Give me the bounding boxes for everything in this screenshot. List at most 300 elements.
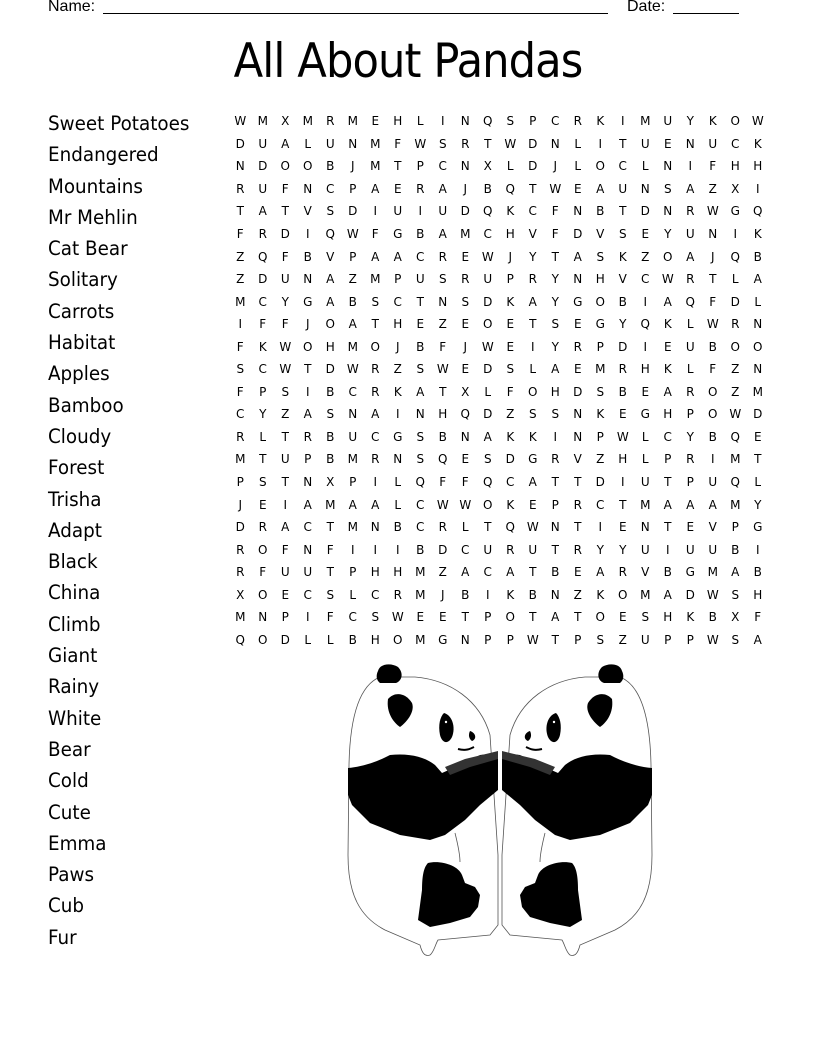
grid-letter[interactable]: J: [350, 159, 355, 174]
grid-letter[interactable]: Z: [641, 249, 650, 264]
grid-letter[interactable]: B: [708, 339, 717, 354]
grid-letter[interactable]: Y: [551, 272, 559, 287]
grid-letter[interactable]: O: [393, 632, 403, 647]
grid-letter[interactable]: G: [393, 429, 403, 444]
grid-letter[interactable]: Y: [754, 497, 762, 512]
grid-letter[interactable]: S: [596, 384, 605, 399]
grid-letter[interactable]: B: [326, 159, 335, 174]
grid-letter[interactable]: H: [753, 587, 763, 602]
grid-letter[interactable]: R: [686, 452, 695, 467]
grid-letter[interactable]: U: [663, 114, 673, 129]
grid-letter[interactable]: F: [506, 384, 514, 399]
grid-letter[interactable]: U: [618, 181, 628, 196]
grid-letter[interactable]: I: [598, 520, 603, 535]
grid-letter[interactable]: H: [595, 272, 605, 287]
grid-letter[interactable]: R: [461, 272, 470, 287]
grid-letter[interactable]: R: [528, 272, 537, 287]
grid-letter[interactable]: C: [303, 587, 312, 602]
grid-letter[interactable]: O: [258, 632, 268, 647]
grid-letter[interactable]: U: [280, 565, 290, 580]
grid-letter[interactable]: R: [303, 429, 312, 444]
grid-letter[interactable]: U: [640, 475, 650, 490]
grid-letter[interactable]: I: [373, 475, 378, 490]
grid-letter[interactable]: R: [506, 542, 515, 557]
grid-letter[interactable]: G: [640, 407, 650, 422]
grid-letter[interactable]: T: [281, 475, 289, 490]
grid-letter[interactable]: I: [530, 339, 535, 354]
grid-letter[interactable]: N: [573, 407, 583, 422]
grid-letter[interactable]: R: [618, 565, 627, 580]
grid-letter[interactable]: A: [663, 497, 672, 512]
grid-letter[interactable]: N: [415, 407, 425, 422]
grid-letter[interactable]: I: [238, 317, 243, 332]
grid-letter[interactable]: O: [618, 587, 628, 602]
grid-letter[interactable]: T: [236, 204, 244, 219]
grid-letter[interactable]: R: [573, 114, 582, 129]
grid-letter[interactable]: C: [348, 610, 357, 625]
grid-letter[interactable]: S: [618, 227, 627, 241]
grid-letter[interactable]: S: [506, 362, 515, 377]
grid-letter[interactable]: O: [730, 339, 740, 354]
grid-letter[interactable]: L: [641, 452, 649, 467]
grid-letter[interactable]: T: [709, 272, 717, 287]
grid-letter[interactable]: W: [504, 136, 517, 151]
grid-letter[interactable]: P: [349, 181, 357, 196]
grid-letter[interactable]: W: [459, 497, 472, 512]
grid-letter[interactable]: N: [460, 632, 470, 647]
grid-letter[interactable]: M: [235, 610, 246, 625]
grid-letter[interactable]: E: [573, 317, 582, 332]
grid-letter[interactable]: U: [640, 136, 650, 151]
grid-letter[interactable]: T: [326, 520, 334, 535]
grid-letter[interactable]: D: [258, 159, 268, 174]
grid-letter[interactable]: M: [730, 497, 741, 512]
grid-letter[interactable]: L: [259, 429, 267, 444]
grid-letter[interactable]: E: [573, 362, 582, 377]
grid-letter[interactable]: M: [302, 114, 313, 129]
grid-letter[interactable]: F: [439, 339, 447, 354]
grid-letter[interactable]: B: [551, 565, 560, 580]
grid-letter[interactable]: X: [461, 384, 470, 399]
grid-letter[interactable]: N: [348, 407, 358, 422]
grid-letter[interactable]: R: [731, 317, 740, 332]
grid-letter[interactable]: A: [281, 520, 290, 535]
grid-letter[interactable]: L: [394, 475, 402, 490]
grid-letter[interactable]: S: [416, 429, 425, 444]
grid-letter[interactable]: X: [731, 610, 740, 625]
grid-letter[interactable]: D: [235, 520, 245, 535]
grid-letter[interactable]: R: [573, 339, 582, 354]
grid-letter[interactable]: R: [551, 452, 560, 467]
grid-letter[interactable]: F: [236, 384, 244, 399]
grid-letter[interactable]: R: [258, 520, 267, 535]
grid-letter[interactable]: O: [280, 159, 290, 174]
grid-letter[interactable]: X: [483, 159, 492, 174]
grid-letter[interactable]: W: [391, 610, 404, 625]
grid-letter[interactable]: R: [438, 249, 447, 264]
grid-letter[interactable]: L: [686, 362, 694, 377]
grid-letter[interactable]: K: [596, 587, 605, 602]
grid-letter[interactable]: F: [439, 475, 447, 490]
grid-letter[interactable]: P: [596, 339, 604, 354]
grid-letter[interactable]: E: [753, 429, 762, 444]
grid-letter[interactable]: A: [731, 565, 740, 580]
grid-letter[interactable]: K: [528, 429, 537, 444]
grid-letter[interactable]: Q: [415, 475, 425, 490]
grid-letter[interactable]: D: [438, 542, 448, 557]
grid-letter[interactable]: H: [550, 384, 560, 399]
grid-letter[interactable]: X: [236, 587, 245, 602]
grid-letter[interactable]: Q: [460, 407, 470, 422]
grid-letter[interactable]: P: [236, 475, 244, 490]
grid-letter[interactable]: N: [235, 159, 245, 174]
grid-letter[interactable]: T: [664, 520, 672, 535]
grid-letter[interactable]: T: [529, 317, 537, 332]
grid-letter[interactable]: M: [415, 587, 426, 602]
grid-letter[interactable]: S: [596, 249, 605, 264]
grid-letter[interactable]: Y: [686, 429, 694, 444]
grid-letter[interactable]: K: [506, 497, 515, 512]
grid-letter[interactable]: N: [550, 520, 560, 535]
grid-letter[interactable]: A: [686, 497, 695, 512]
grid-letter[interactable]: N: [685, 136, 695, 151]
grid-letter[interactable]: N: [460, 429, 470, 444]
grid-letter[interactable]: C: [731, 136, 740, 151]
grid-letter[interactable]: F: [709, 294, 717, 309]
grid-letter[interactable]: A: [663, 294, 672, 309]
grid-letter[interactable]: K: [663, 317, 672, 332]
grid-letter[interactable]: H: [325, 339, 335, 354]
grid-letter[interactable]: Q: [505, 520, 515, 535]
grid-letter[interactable]: B: [731, 542, 740, 557]
grid-letter[interactable]: Y: [619, 317, 627, 332]
grid-letter[interactable]: N: [393, 452, 403, 467]
grid-letter[interactable]: R: [371, 362, 380, 377]
grid-letter[interactable]: I: [755, 181, 760, 196]
grid-letter[interactable]: T: [484, 520, 492, 535]
grid-letter[interactable]: H: [505, 227, 515, 241]
grid-letter[interactable]: D: [618, 339, 628, 354]
grid-letter[interactable]: D: [460, 204, 470, 219]
grid-letter[interactable]: P: [281, 610, 289, 625]
grid-letter[interactable]: L: [349, 587, 357, 602]
grid-letter[interactable]: F: [326, 610, 334, 625]
grid-letter[interactable]: I: [305, 384, 310, 399]
grid-letter[interactable]: S: [326, 407, 335, 422]
grid-letter[interactable]: Q: [438, 452, 448, 467]
grid-letter[interactable]: B: [596, 204, 605, 219]
grid-letter[interactable]: S: [326, 204, 335, 219]
grid-letter[interactable]: P: [551, 497, 559, 512]
grid-letter[interactable]: K: [596, 114, 605, 129]
grid-letter[interactable]: A: [663, 384, 672, 399]
grid-letter[interactable]: S: [596, 632, 605, 647]
grid-letter[interactable]: I: [710, 452, 715, 467]
grid-letter[interactable]: C: [461, 542, 470, 557]
grid-letter[interactable]: R: [371, 452, 380, 467]
grid-letter[interactable]: U: [303, 565, 313, 580]
grid-letter[interactable]: Q: [505, 181, 515, 196]
grid-letter[interactable]: E: [461, 362, 470, 377]
grid-letter[interactable]: A: [258, 204, 267, 219]
grid-letter[interactable]: O: [325, 317, 335, 332]
grid-letter[interactable]: E: [528, 497, 537, 512]
grid-letter[interactable]: S: [281, 384, 290, 399]
grid-letter[interactable]: U: [258, 136, 268, 151]
grid-letter[interactable]: H: [663, 407, 673, 422]
grid-letter[interactable]: Q: [730, 429, 740, 444]
grid-letter[interactable]: A: [348, 317, 357, 332]
grid-letter[interactable]: I: [305, 227, 310, 241]
grid-letter[interactable]: P: [416, 159, 424, 174]
grid-letter[interactable]: R: [686, 272, 695, 287]
grid-letter[interactable]: S: [371, 294, 380, 309]
grid-letter[interactable]: P: [731, 520, 739, 535]
grid-letter[interactable]: S: [551, 317, 560, 332]
grid-letter[interactable]: D: [685, 587, 695, 602]
grid-letter[interactable]: N: [303, 542, 313, 557]
grid-letter[interactable]: Q: [325, 227, 335, 241]
grid-letter[interactable]: I: [373, 204, 378, 219]
grid-letter[interactable]: J: [238, 497, 243, 512]
grid-letter[interactable]: C: [483, 227, 492, 241]
grid-letter[interactable]: Q: [730, 475, 740, 490]
grid-letter[interactable]: J: [440, 587, 445, 602]
grid-letter[interactable]: G: [573, 294, 583, 309]
grid-letter[interactable]: Z: [236, 272, 245, 287]
grid-letter[interactable]: P: [349, 565, 357, 580]
grid-letter[interactable]: R: [326, 114, 335, 129]
grid-letter[interactable]: V: [303, 204, 312, 219]
grid-letter[interactable]: B: [618, 384, 627, 399]
grid-letter[interactable]: S: [326, 587, 335, 602]
grid-letter[interactable]: N: [438, 294, 448, 309]
grid-letter[interactable]: E: [393, 181, 402, 196]
grid-letter[interactable]: P: [574, 632, 582, 647]
grid-letter[interactable]: T: [461, 610, 469, 625]
grid-letter[interactable]: O: [595, 294, 605, 309]
grid-letter[interactable]: E: [461, 452, 470, 467]
grid-letter[interactable]: P: [686, 632, 694, 647]
grid-letter[interactable]: F: [281, 249, 289, 264]
grid-letter[interactable]: R: [416, 181, 425, 196]
grid-letter[interactable]: M: [235, 452, 246, 467]
grid-letter[interactable]: Q: [235, 632, 245, 647]
grid-letter[interactable]: S: [438, 272, 447, 287]
grid-letter[interactable]: T: [281, 429, 289, 444]
grid-letter[interactable]: Z: [731, 362, 740, 377]
grid-letter[interactable]: F: [281, 542, 289, 557]
grid-letter[interactable]: T: [529, 181, 537, 196]
grid-letter[interactable]: M: [595, 362, 606, 377]
grid-letter[interactable]: C: [258, 294, 267, 309]
grid-letter[interactable]: T: [551, 249, 559, 264]
grid-letter[interactable]: D: [595, 475, 605, 490]
grid-letter[interactable]: W: [729, 407, 742, 422]
grid-letter[interactable]: M: [707, 565, 718, 580]
grid-letter[interactable]: A: [438, 181, 447, 196]
grid-letter[interactable]: A: [596, 181, 605, 196]
grid-letter[interactable]: D: [753, 407, 763, 422]
grid-letter[interactable]: U: [483, 272, 493, 287]
grid-letter[interactable]: M: [752, 384, 763, 399]
grid-letter[interactable]: N: [258, 610, 268, 625]
grid-letter[interactable]: D: [573, 384, 583, 399]
grid-letter[interactable]: T: [574, 610, 582, 625]
grid-letter[interactable]: T: [574, 520, 582, 535]
grid-letter[interactable]: L: [686, 317, 694, 332]
grid-letter[interactable]: S: [416, 452, 425, 467]
grid-letter[interactable]: A: [686, 249, 695, 264]
grid-letter[interactable]: W: [526, 520, 539, 535]
grid-letter[interactable]: O: [303, 159, 313, 174]
grid-letter[interactable]: H: [370, 632, 380, 647]
grid-letter[interactable]: R: [236, 565, 245, 580]
grid-letter[interactable]: H: [438, 407, 448, 422]
grid-letter[interactable]: P: [664, 452, 672, 467]
grid-letter[interactable]: C: [641, 272, 650, 287]
grid-letter[interactable]: D: [325, 362, 335, 377]
grid-letter[interactable]: R: [236, 429, 245, 444]
grid-letter[interactable]: X: [281, 114, 290, 129]
grid-letter[interactable]: B: [416, 227, 425, 241]
grid-letter[interactable]: T: [439, 384, 447, 399]
grid-letter[interactable]: M: [235, 294, 246, 309]
grid-letter[interactable]: D: [483, 362, 493, 377]
grid-letter[interactable]: W: [234, 114, 247, 129]
grid-letter[interactable]: H: [753, 159, 763, 174]
grid-letter[interactable]: E: [461, 317, 470, 332]
grid-letter[interactable]: W: [706, 317, 719, 332]
grid-letter[interactable]: E: [416, 610, 425, 625]
grid-letter[interactable]: F: [551, 204, 559, 219]
grid-letter[interactable]: W: [414, 136, 427, 151]
grid-letter[interactable]: S: [483, 452, 492, 467]
grid-letter[interactable]: B: [708, 429, 717, 444]
grid-letter[interactable]: P: [484, 632, 492, 647]
grid-letter[interactable]: I: [553, 429, 558, 444]
grid-letter[interactable]: B: [438, 429, 447, 444]
grid-letter[interactable]: I: [688, 159, 693, 174]
grid-letter[interactable]: T: [619, 497, 627, 512]
grid-letter[interactable]: L: [731, 272, 739, 287]
grid-letter[interactable]: I: [620, 114, 625, 129]
grid-letter[interactable]: W: [481, 339, 494, 354]
grid-letter[interactable]: W: [346, 362, 359, 377]
grid-letter[interactable]: I: [643, 294, 648, 309]
grid-letter[interactable]: A: [596, 565, 605, 580]
grid-letter[interactable]: F: [259, 317, 267, 332]
grid-letter[interactable]: T: [416, 294, 424, 309]
grid-letter[interactable]: T: [551, 632, 559, 647]
grid-letter[interactable]: F: [709, 159, 717, 174]
grid-letter[interactable]: E: [438, 610, 447, 625]
grid-letter[interactable]: Q: [483, 204, 493, 219]
grid-letter[interactable]: C: [506, 475, 515, 490]
grid-letter[interactable]: L: [574, 159, 582, 174]
grid-letter[interactable]: K: [506, 204, 515, 219]
grid-letter[interactable]: N: [550, 136, 560, 151]
grid-letter[interactable]: J: [395, 339, 400, 354]
grid-letter[interactable]: R: [573, 497, 582, 512]
grid-letter[interactable]: F: [709, 362, 717, 377]
grid-letter[interactable]: X: [731, 181, 740, 196]
grid-letter[interactable]: T: [326, 565, 334, 580]
grid-letter[interactable]: A: [483, 429, 492, 444]
grid-letter[interactable]: J: [710, 249, 715, 264]
grid-letter[interactable]: O: [753, 339, 763, 354]
grid-letter[interactable]: Z: [438, 565, 447, 580]
grid-letter[interactable]: A: [371, 497, 380, 512]
grid-letter[interactable]: D: [528, 159, 538, 174]
grid-letter[interactable]: F: [281, 181, 289, 196]
grid-letter[interactable]: Z: [281, 407, 290, 422]
grid-letter[interactable]: F: [394, 136, 402, 151]
grid-letter[interactable]: R: [236, 181, 245, 196]
grid-letter[interactable]: D: [280, 227, 290, 241]
grid-letter[interactable]: S: [551, 407, 560, 422]
grid-letter[interactable]: P: [349, 249, 357, 264]
grid-letter[interactable]: J: [508, 249, 513, 264]
grid-letter[interactable]: T: [619, 204, 627, 219]
grid-letter[interactable]: B: [348, 294, 357, 309]
grid-letter[interactable]: J: [305, 317, 310, 332]
grid-letter[interactable]: S: [663, 181, 672, 196]
grid-letter[interactable]: R: [258, 227, 267, 241]
grid-letter[interactable]: O: [483, 497, 493, 512]
grid-letter[interactable]: K: [663, 362, 672, 377]
grid-letter[interactable]: P: [686, 407, 694, 422]
grid-letter[interactable]: C: [416, 520, 425, 535]
grid-letter[interactable]: C: [371, 429, 380, 444]
grid-letter[interactable]: C: [393, 294, 402, 309]
grid-letter[interactable]: L: [394, 497, 402, 512]
grid-letter[interactable]: Y: [686, 114, 694, 129]
grid-letter[interactable]: M: [640, 497, 651, 512]
grid-letter[interactable]: O: [595, 159, 605, 174]
grid-letter[interactable]: D: [573, 227, 583, 241]
grid-letter[interactable]: V: [326, 249, 335, 264]
grid-letter[interactable]: B: [348, 632, 357, 647]
grid-letter[interactable]: E: [663, 136, 672, 151]
grid-letter[interactable]: V: [618, 272, 627, 287]
grid-letter[interactable]: O: [258, 587, 268, 602]
grid-letter[interactable]: U: [483, 542, 493, 557]
grid-letter[interactable]: A: [461, 565, 470, 580]
grid-letter[interactable]: J: [463, 181, 468, 196]
grid-letter[interactable]: Q: [640, 317, 650, 332]
grid-letter[interactable]: X: [326, 475, 335, 490]
grid-letter[interactable]: H: [730, 159, 740, 174]
grid-letter[interactable]: K: [708, 114, 717, 129]
grid-letter[interactable]: W: [706, 632, 719, 647]
grid-letter[interactable]: T: [619, 136, 627, 151]
grid-letter[interactable]: A: [528, 294, 537, 309]
grid-letter[interactable]: L: [484, 384, 492, 399]
grid-letter[interactable]: F: [236, 227, 244, 241]
grid-letter[interactable]: I: [373, 542, 378, 557]
grid-letter[interactable]: I: [418, 204, 423, 219]
grid-letter[interactable]: A: [348, 497, 357, 512]
grid-letter[interactable]: O: [505, 610, 515, 625]
grid-letter[interactable]: A: [438, 227, 447, 241]
grid-letter[interactable]: W: [549, 181, 562, 196]
grid-letter[interactable]: S: [371, 610, 380, 625]
grid-letter[interactable]: C: [258, 362, 267, 377]
grid-letter[interactable]: Y: [551, 294, 559, 309]
grid-letter[interactable]: P: [349, 475, 357, 490]
grid-letter[interactable]: W: [526, 632, 539, 647]
